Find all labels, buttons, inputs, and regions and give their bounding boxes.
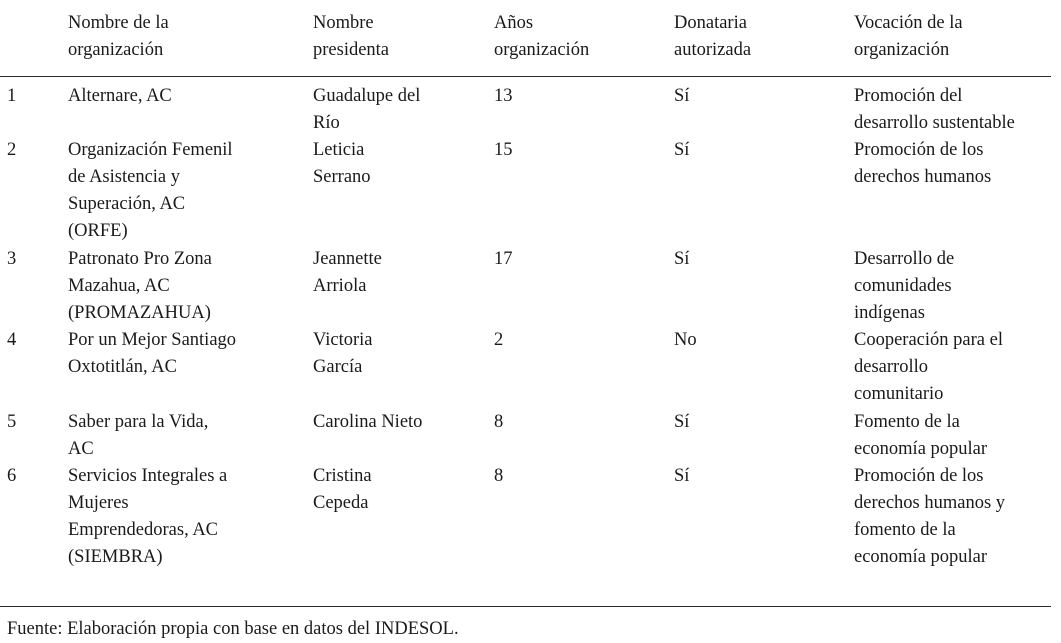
organization-vocation: Desarrollo de comunidades indígenas bbox=[854, 249, 955, 323]
organization-name: Servicios Integrales a Mujeres Emprendedoras, AC (SIEMBRA) bbox=[68, 466, 228, 567]
organization-name: Organización Femenil de Asistencia y Superación, AC (ORFE) bbox=[68, 140, 233, 241]
authorized-donee: Sí bbox=[674, 412, 690, 432]
organization-years: 17 bbox=[494, 249, 513, 269]
header-donataria: Donataria autorizada bbox=[674, 13, 752, 60]
header-anos: Años organización bbox=[494, 13, 590, 60]
authorized-donee: Sí bbox=[674, 140, 690, 160]
organization-years: 13 bbox=[494, 86, 513, 106]
row-number: 6 bbox=[7, 466, 17, 486]
president-name: Guadalupe del Río bbox=[313, 86, 421, 133]
organization-vocation: Promoción del desarrollo sustentable bbox=[854, 86, 1015, 133]
header-presidenta: Nombre presidenta bbox=[313, 13, 390, 60]
president-name: Cristina Cepeda bbox=[313, 466, 372, 513]
organization-name: Por un Mejor Santiago Oxtotitlán, AC bbox=[68, 330, 237, 377]
organization-vocation: Fomento de la economía popular bbox=[854, 412, 988, 459]
organization-years: 2 bbox=[494, 330, 504, 350]
row-number: 1 bbox=[7, 86, 17, 106]
table-bottom-rule bbox=[0, 606, 1051, 607]
organization-name: Patronato Pro Zona Mazahua, AC (PROMAZAHUA) bbox=[68, 249, 212, 323]
authorized-donee: Sí bbox=[674, 249, 690, 269]
row-number: 5 bbox=[7, 412, 17, 432]
authorized-donee: No bbox=[674, 330, 697, 350]
organization-vocation: Promoción de los derechos humanos y fomento de la economía popular bbox=[854, 466, 1006, 567]
header-vocacion: Vocación de la organización bbox=[854, 13, 963, 60]
organization-years: 8 bbox=[494, 412, 504, 432]
president-name: Victoria García bbox=[313, 330, 373, 377]
header-nombre: Nombre de la organización bbox=[68, 13, 169, 60]
president-name: Leticia Serrano bbox=[313, 140, 371, 187]
organization-vocation: Cooperación para el desarrollo comunitario bbox=[854, 330, 1003, 404]
organization-name: Alternare, AC bbox=[68, 86, 172, 106]
organization-years: 15 bbox=[494, 140, 513, 160]
authorized-donee: Sí bbox=[674, 86, 690, 106]
organization-name: Saber para la Vida, AC bbox=[68, 412, 209, 459]
row-number: 3 bbox=[7, 249, 17, 269]
president-name: Jeannette Arriola bbox=[313, 249, 382, 296]
organization-vocation: Promoción de los derechos humanos bbox=[854, 140, 992, 187]
row-number: 4 bbox=[7, 330, 17, 350]
authorized-donee: Sí bbox=[674, 466, 690, 486]
president-name: Carolina Nieto bbox=[313, 412, 423, 432]
source-note: Fuente: Elaboración propia con base en datos del INDESOL. bbox=[7, 619, 459, 639]
organization-years: 8 bbox=[494, 466, 504, 486]
row-number: 2 bbox=[7, 140, 17, 160]
header-rule bbox=[0, 76, 1051, 77]
